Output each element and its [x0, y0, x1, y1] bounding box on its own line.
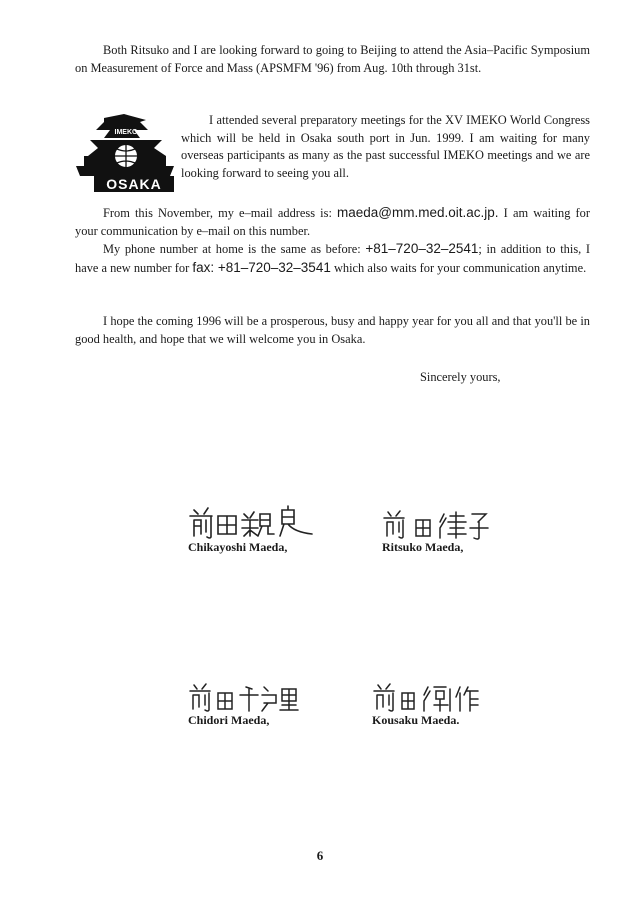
paragraph-email	[75, 204, 590, 240]
handwritten-signature-icon	[382, 508, 490, 540]
signature-name: Chikayoshi Maeda,	[188, 540, 288, 554]
signature-ritsuko	[382, 508, 490, 555]
signature-name: Kousaku Maeda.	[372, 713, 460, 727]
svg-text:OSAKA: OSAKA	[106, 176, 162, 192]
signature-chidori	[188, 681, 300, 728]
handwritten-signature-icon	[188, 681, 300, 713]
closing-salutation: Sincerely yours,	[420, 370, 501, 384]
svg-text:IMEKO: IMEKO	[114, 129, 138, 136]
email-intro-text: From this November, my e–mail address is:	[103, 206, 338, 220]
handwritten-signature-icon	[372, 681, 480, 713]
handwritten-signature-icon	[188, 504, 316, 540]
paragraph-new-year	[75, 313, 590, 348]
fax-number: fax: +81–720–32–3541	[192, 259, 331, 275]
signature-name: Ritsuko Maeda,	[382, 540, 464, 554]
signature-chikayoshi	[188, 504, 316, 555]
paragraph-beijing-text: Both Ritsuko and I are looking forward to going to Beijing to attend the Asia–Pacific Symposium on Measurement of Force and Mass (APSMFM '96) from Aug. 10th through 31st.	[75, 43, 590, 75]
paragraph-imeko-text: I attended several preparatory meetings for the XV IMEKO World Congress which will be held in Osaka south port in Jun. 1999. I am waiting for many overseas participants as many as the past successful IMEKO meetings and we are looking forward to seeing you all.	[181, 113, 590, 180]
email-outro-text: I am waiting for your communication by e–mail on this number.	[75, 206, 590, 238]
signature-kousaku	[372, 681, 480, 728]
imeko-castle-icon	[74, 112, 178, 196]
imeko-osaka-logo	[74, 112, 178, 196]
paragraph-new-year-text: I hope the coming 1996 will be a prosperous, busy and happy year for you all and that you'll be in good health, and hope that we will welcome you in Osaka.	[75, 314, 590, 346]
paragraph-phone	[75, 240, 590, 277]
phone-number: +81–720–32–2541	[365, 241, 479, 256]
signature-name: Chidori Maeda,	[188, 713, 270, 727]
phone-mid-text: ; in addition to this, I have a new number for	[75, 242, 590, 275]
paragraph-beijing	[75, 42, 590, 77]
paragraph-imeko-congress	[181, 112, 590, 182]
fax-outro-text: which also waits for your communication anytime.	[330, 260, 587, 275]
page-number: 6	[316, 848, 324, 863]
email-address: maeda@mm.med.oit.ac.jp.	[337, 205, 499, 220]
phone-intro-text: My phone number at home is the same as before:	[103, 242, 366, 256]
